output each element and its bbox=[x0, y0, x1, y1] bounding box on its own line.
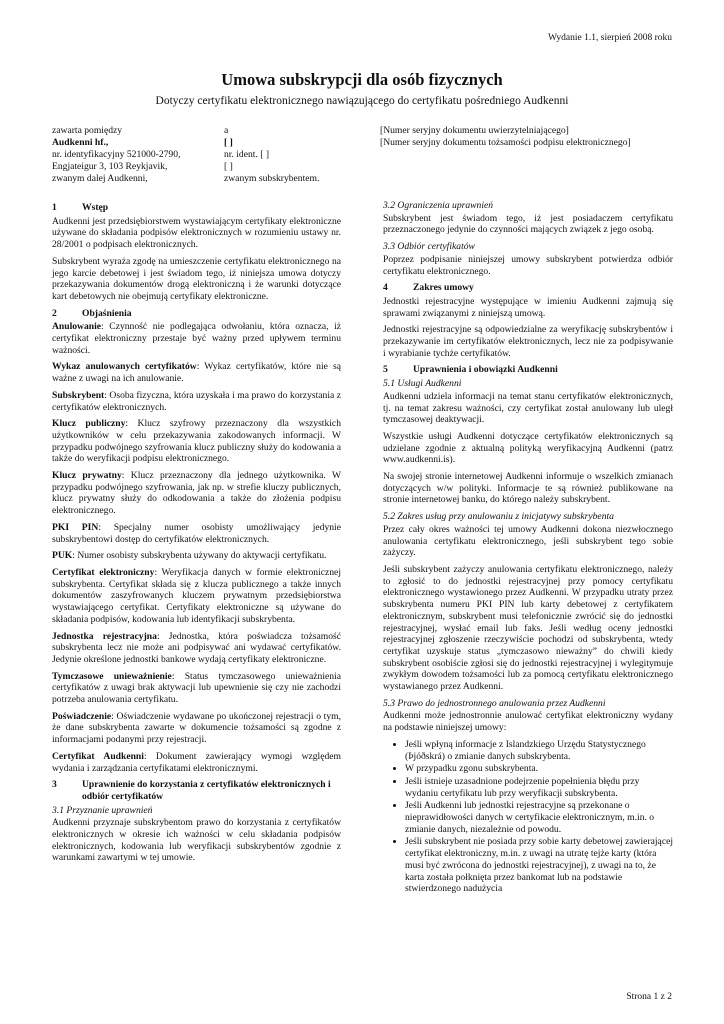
party-text: zawarta pomiędzy bbox=[52, 125, 123, 136]
list-item: • Jeśli wpłyną informacje z Islandzkiego Urzędu Statystycznego (Þjóðskrá) o zmianie danych subskrybenta. bbox=[405, 739, 673, 762]
revocation-list bbox=[383, 739, 673, 895]
section-heading: 3 Uprawnienie do korzystania z certyfikatów elektronicznych i odbiór certyfikatów bbox=[52, 779, 331, 802]
paragraph: Jednostki rejestracyjne są odpowiedzialne za weryfikację subskrybentów i przekazywanie im certyfikatów elektronicznych, lecz nie za podpisywanie i wyrabianie tychże certyfikatów. bbox=[383, 324, 673, 359]
paragraph: Jednostki rejestracyjne występujące w imieniu Audkenni zajmują się sprawami związanymi z niniejszą umową. bbox=[383, 295, 673, 319]
paragraph: Subskrybent wyraża zgodę na umieszczenie certyfikatu elektronicznego na jego karcie debetowej i jest świadom tego, iż niniejsza umowa dotyczy przekazywania dokumentów drogą elektroniczną i że warunki dotyczące kart debetowych nie obejmują certyfikaty elektroniczne. bbox=[52, 255, 341, 302]
subsection-heading: 5.2 Zakres usług przy anulowaniu z inicjatywy subskrybenta bbox=[383, 511, 614, 523]
party-text: Engjateigur 3, 103 Reykjavik, bbox=[52, 161, 168, 172]
party-audkenni bbox=[52, 125, 180, 185]
paragraph: Audkenni może jednostronnie anulować certyfikat elektroniczny wydany na podstawie niniejszej umowy: bbox=[383, 710, 673, 734]
party-text: zwanym dalej Audkenni, bbox=[52, 173, 148, 184]
definition: Certyfikat elektroniczny: Weryfikacja danych w formie elektronicznej subskrybenta. Certyfikat składa się z klucza publicznego a także innych dokumentów zaszyfrowanych kluczem prywatnym przedsiębiorstwa wystawiającego certyfikat. Certyfikaty elektroniczne są używane do składania podpisów, kodowania lub identyfikacji subskrybenta. bbox=[52, 566, 341, 625]
definition: Tymczasowe unieważnienie: Status tymczasowego unieważnienia certyfikatów z uwagi brak aktywacji lub upewnienie się czy nie zachodzi potrzeba anulowania certyfikatu. bbox=[52, 670, 341, 706]
party-text: [Numer seryjny dokumentu uwierzytelniającego] bbox=[380, 125, 569, 136]
section-heading: 5 Uprawnienia i obowiązki Audkenni bbox=[383, 364, 558, 376]
party-text: a bbox=[224, 125, 229, 136]
list-item: • Jeśli subskrybent nie posiada przy sobie karty debetowej zawierającej certyfikat elektroniczny, m.in. z uwagi na utratę tejże karty (która musi być zwrócona do jednostki rejestracyjnej), z uwagi na to, że karta została połknięta przez bankomat lub na podstawie stwierdzonego nadużycia bbox=[405, 836, 673, 895]
party-subscriber bbox=[224, 125, 319, 185]
subsection-heading: 3.3 Odbiór certyfikatów bbox=[383, 241, 475, 253]
paragraph: Wszystkie usługi Audkenni dotyczące certyfikatów elektronicznych są udzielane zgodnie z aktualną polityką weryfikacyjną Audkenni (patrz www.audkenni.is). bbox=[383, 430, 673, 466]
page-number: Strona 1 z 2 bbox=[626, 992, 672, 1002]
definition: Klucz prywatny: Klucz przeznaczony dla jednego użytkownika. W przypadku podwójnego szyfrowania, jak np. w strefie kluczy publicznych, klucz prywatny służy do odkodowania a także do złożenia podpisu elektronicznego. bbox=[52, 470, 341, 517]
right-column bbox=[383, 198, 673, 896]
definition: Jednostka rejestracyjna: Jednostka, która poświadcza tożsamość subskrybenta lecz nie może ani podpisywać ani wydawać certyfikatów. Jedynie określone jednostki bankowe wydają certyfikaty elektroniczne. bbox=[52, 630, 341, 665]
definition: Anulowanie: Czynność nie podlegająca odwołaniu, która oznacza, iż certyfikat elektroniczny przestaje być ważny przed upływem terminu ważności. bbox=[52, 321, 341, 356]
party-documents bbox=[380, 125, 631, 149]
party-text: nr. identyfikacyjny 521000-2790, bbox=[52, 149, 181, 160]
section-heading: 1 Wstęp bbox=[52, 202, 109, 213]
definition: Subskrybent: Osoba fizyczna, która uzyskała i ma prawo do korzystania z certyfikatów elektronicznych. bbox=[52, 389, 341, 413]
paragraph: Audkenni przyznaje subskrybentom prawo do korzystania z certyfikatów elektronicznych w okresie ich ważności w celu składania podpisów elektronicznych, kodowania lub weryfikacji subskrybentów zgodnie z warunkami zawartymi w tej umowie. bbox=[52, 817, 341, 864]
subsection-heading: 5.1 Usługi Audkenni bbox=[383, 378, 462, 390]
section-heading: 4 Zakres umowy bbox=[383, 282, 474, 294]
paragraph: Subskrybent jest świadom tego, iż jest posiadaczem certyfikatu przeznaczonego jedynie do czynności mających związek z jego osobą. bbox=[383, 212, 673, 236]
edition-label: Wydanie 1.1, sierpień 2008 roku bbox=[548, 33, 672, 43]
paragraph: Audkenni jest przedsiębiorstwem wystawiającym certyfikaty elektroniczne używane do składania podpisów elektronicznych w rozumieniu ustawy nr. 28/2001 o podpisach elektronicznych. bbox=[52, 215, 341, 251]
paragraph: Audkenni udziela informacji na temat stanu certyfikatów elektronicznych, tj. na temat zakresu ważności, czy certyfikat został anulowany lub uległ tymczasowej deaktywacji. bbox=[383, 390, 673, 426]
definition: Poświadczenie: Oświadczenie wydawane po ukończonej rejestracji o tym, że dane subskrybenta zawarte w dokumencie tożsamości są zgodne z informacjami podanymi przy rejestracji. bbox=[52, 710, 341, 746]
paragraph: Na swojej stronie internetowej Audkenni informuje o wszelkich zmianach dotyczących w/w polityki. Informacje te są również publikowane na stronie internetowej banku, do którego należy subskrybent. bbox=[383, 471, 673, 506]
left-column bbox=[52, 198, 341, 869]
list-item: • Jeśli Audkenni lub jednostki rejestracyjne są przekonane o nieprawidłowości danych w certyfikacie elektronicznym, m.in. o zmianie danych, niezależnie od powodu. bbox=[405, 800, 673, 835]
document-subtitle: Dotyczy certyfikatu elektronicznego nawiązującego do certyfikatu pośredniego Audkenni bbox=[155, 95, 569, 107]
definition: Certyfikat Audkenni: Dokument zawierający wymogi względem wydania i zarządzania certyfikatami elektronicznymi. bbox=[52, 750, 341, 774]
subsection-heading: 3.2 Ograniczenia uprawnień bbox=[383, 200, 494, 211]
paragraph: Poprzez podpisanie niniejszej umowy subskrybent potwierdza odbiór certyfikatu elektronicznego. bbox=[383, 253, 673, 277]
subsection-heading: 5.3 Prawo do jednostronnego anulowania przez Audkenni bbox=[383, 697, 606, 709]
party-text: zwanym subskrybentem. bbox=[224, 173, 320, 184]
section-heading: 2 Objaśnienia bbox=[52, 307, 132, 319]
party-text: Audkenni hf., bbox=[52, 137, 109, 148]
list-item: • W przypadku zgonu subskrybenta. bbox=[405, 763, 673, 775]
party-text: [ ] bbox=[224, 137, 233, 148]
paragraph: Przez cały okres ważności tej umowy Audkenni dokona niezwłocznego anulowania certyfikatu elektronicznego, jeśli subskrybent tego sobie zażyczy. bbox=[383, 523, 673, 559]
document-title: Umowa subskrypcji dla osób fizycznych bbox=[221, 70, 503, 89]
party-text: nr. ident. [ ] bbox=[224, 149, 270, 160]
definition: PUK: Numer osobisty subskrybenta używany do aktywacji certyfikatu. bbox=[52, 550, 327, 562]
paragraph: Jeśli subskrybent zażyczy anulowania certyfikatu elektronicznego, należy to zgłosić to do jednostki rejestracyjnej przy pomocy certyfikatu elektronicznego wystawionego przez Audkenni. W przypadku utraty przez subskrybenta numeru PKI PIN lub karty debetowej z certyfikatem elektronicznym, subskrybent musi telefonicznie zwrócić się do jednostki rejestracyjnej, wysłać email lub faks. Jeśli według oceny jednostki rejestracyjnej zgłoszenie rzeczywiście pochodzi od subskrybenta, wtedy certyfikat uzyskuje status „tymczasowo nieważny” do chwili kiedy subskrybent osobiście zgłosi się do jednostki rejestracyjnej i wylegitymuje zwykłym dowodem tożsamości lub za pomocą certyfikatu elektronicznego wystawianego przez Audkenni. bbox=[383, 563, 673, 693]
list-item: • Jeśli istnieje uzasadnione podejrzenie popełnienia błędu przy wydaniu certyfikatu lub przy weryfikacji subskrybenta. bbox=[405, 776, 673, 799]
subsection-heading: 3.1 Przyznanie uprawnień bbox=[52, 804, 153, 816]
definition: Wykaz anulowanych certyfikatów: Wykaz certyfikatów, które nie są ważne z uwagi na ich anulowanie. bbox=[52, 361, 341, 385]
party-text: [ ] bbox=[224, 161, 233, 172]
party-text: [Numer seryjny dokumentu tożsamości podpisu elektronicznego] bbox=[380, 137, 631, 148]
definition: PKI PIN: Specjalny numer osobisty umożliwający jedynie subskrybentowi dostęp do certyfikatów elektronicznych. bbox=[52, 521, 341, 545]
definition: Klucz publiczny: Klucz szyfrowy przeznaczony dla wszystkich użytkowników w celu przekazywania zakodowanych informacji. W przypadku podwójnego szyfrowania klucz publiczny służy do kodowania a także do weryfikacji podpisu elektronicznego. bbox=[52, 418, 341, 465]
